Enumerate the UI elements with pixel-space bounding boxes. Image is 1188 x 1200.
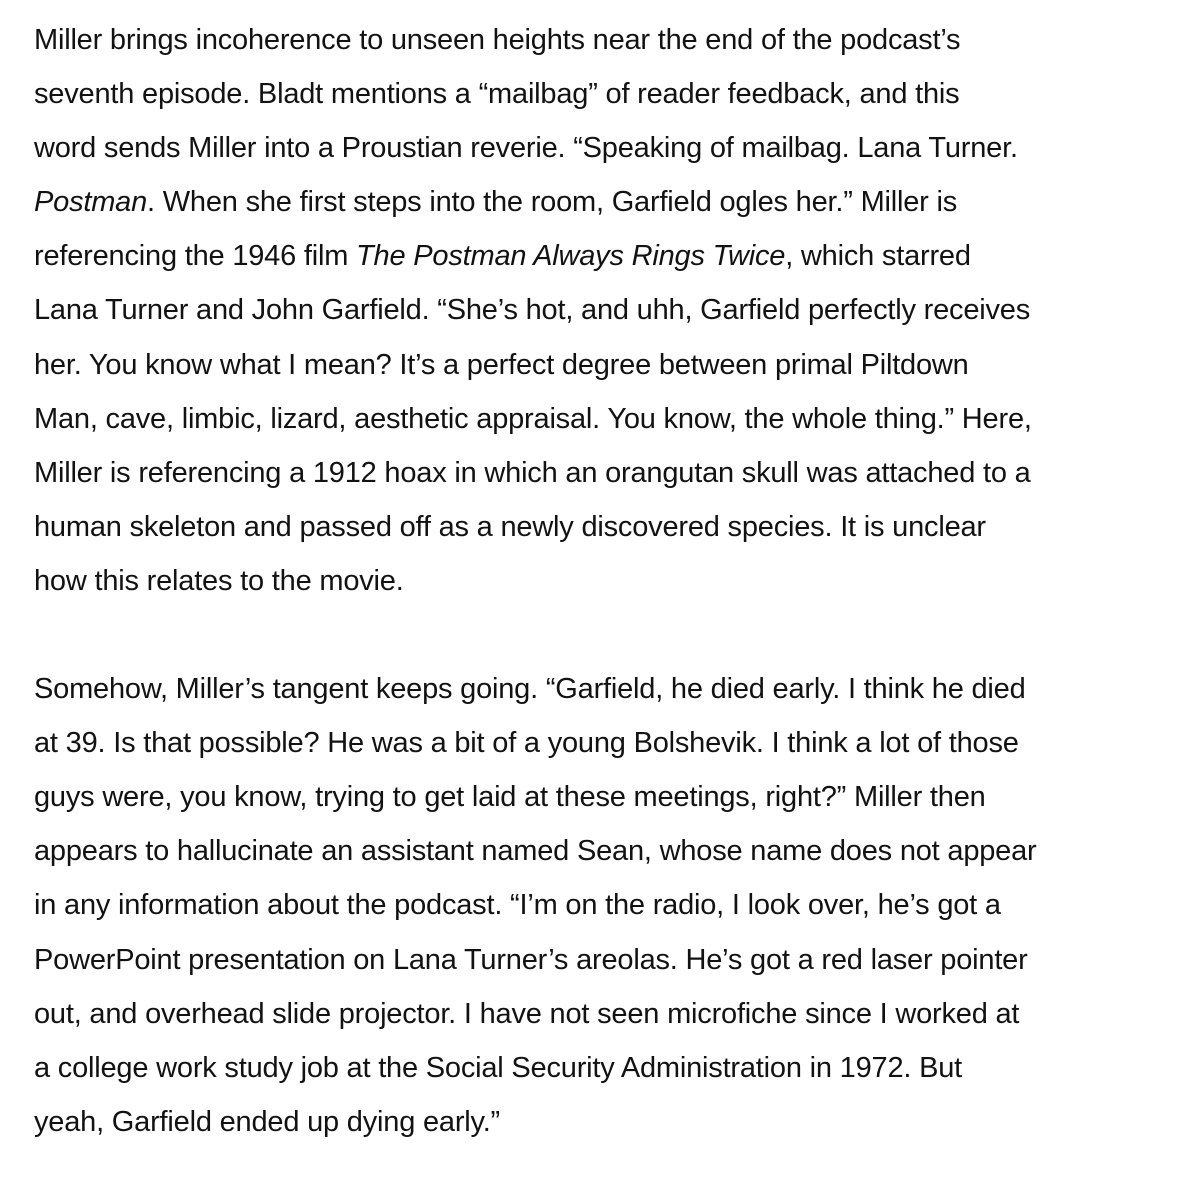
text-line: Postman. When she first steps into the room, Garfield ogles her.” Miller is [34,186,958,219]
text-line: how this relates to the movie. [34,564,404,597]
text-line: PowerPoint presentation on Lana Turner’s areolas. He’s got a red laser pointer [34,943,1028,976]
text-line: appears to hallucinate an assistant named Sean, whose name does not appear [34,835,1037,868]
text-line: Somehow, Miller’s tangent keeps going. “Garfield, he died early. I think he died [34,673,1026,706]
text-line: a college work study job at the Social Security Administration in 1972. But [34,1051,963,1084]
text-line: out, and overhead slide projector. I have not seen microfiche since I worked at [34,997,1020,1030]
text-line: at 39. Is that possible? He was a bit of a young Bolshevik. I think a lot of those [34,727,1019,760]
paragraph-2 [34,662,1134,1149]
text-line: guys were, you know, trying to get laid at these meetings, right?” Miller then [34,781,986,814]
film-title-italic: The Postman Always Rings Twice [356,240,786,273]
text-line: Man, cave, limbic, lizard, aesthetic appraisal. You know, the whole thing.” Here, [34,402,1032,435]
text-line: Miller brings incoherence to unseen heights near the end of the podcast’s [34,24,961,56]
text-line: in any information about the podcast. “I’m on the radio, I look over, he’s got a [34,889,1001,922]
text-line: human skeleton and passed off as a newly discovered species. It is unclear [34,510,986,543]
text-line: Lana Turner and John Garfield. “She’s hot, and uhh, Garfield perfectly receives [34,294,1031,327]
paragraph-1 [34,13,1134,608]
text-line: seventh episode. Bladt mentions a “mailbag” of reader feedback, and this [34,78,960,111]
article-body [34,13,1134,1149]
text-line: Miller is referencing a 1912 hoax in which an orangutan skull was attached to a [34,456,1031,489]
text-line: her. You know what I mean? It’s a perfect degree between primal Piltdown [34,348,969,381]
film-title-italic: Postman [34,186,148,219]
text-line: referencing the 1946 film The Postman Always Rings Twice, which starred [34,240,971,273]
text-line: word sends Miller into a Proustian reverie. “Speaking of mailbag. Lana Turner. [34,132,1018,165]
text-line: yeah, Garfield ended up dying early.” [34,1105,501,1138]
